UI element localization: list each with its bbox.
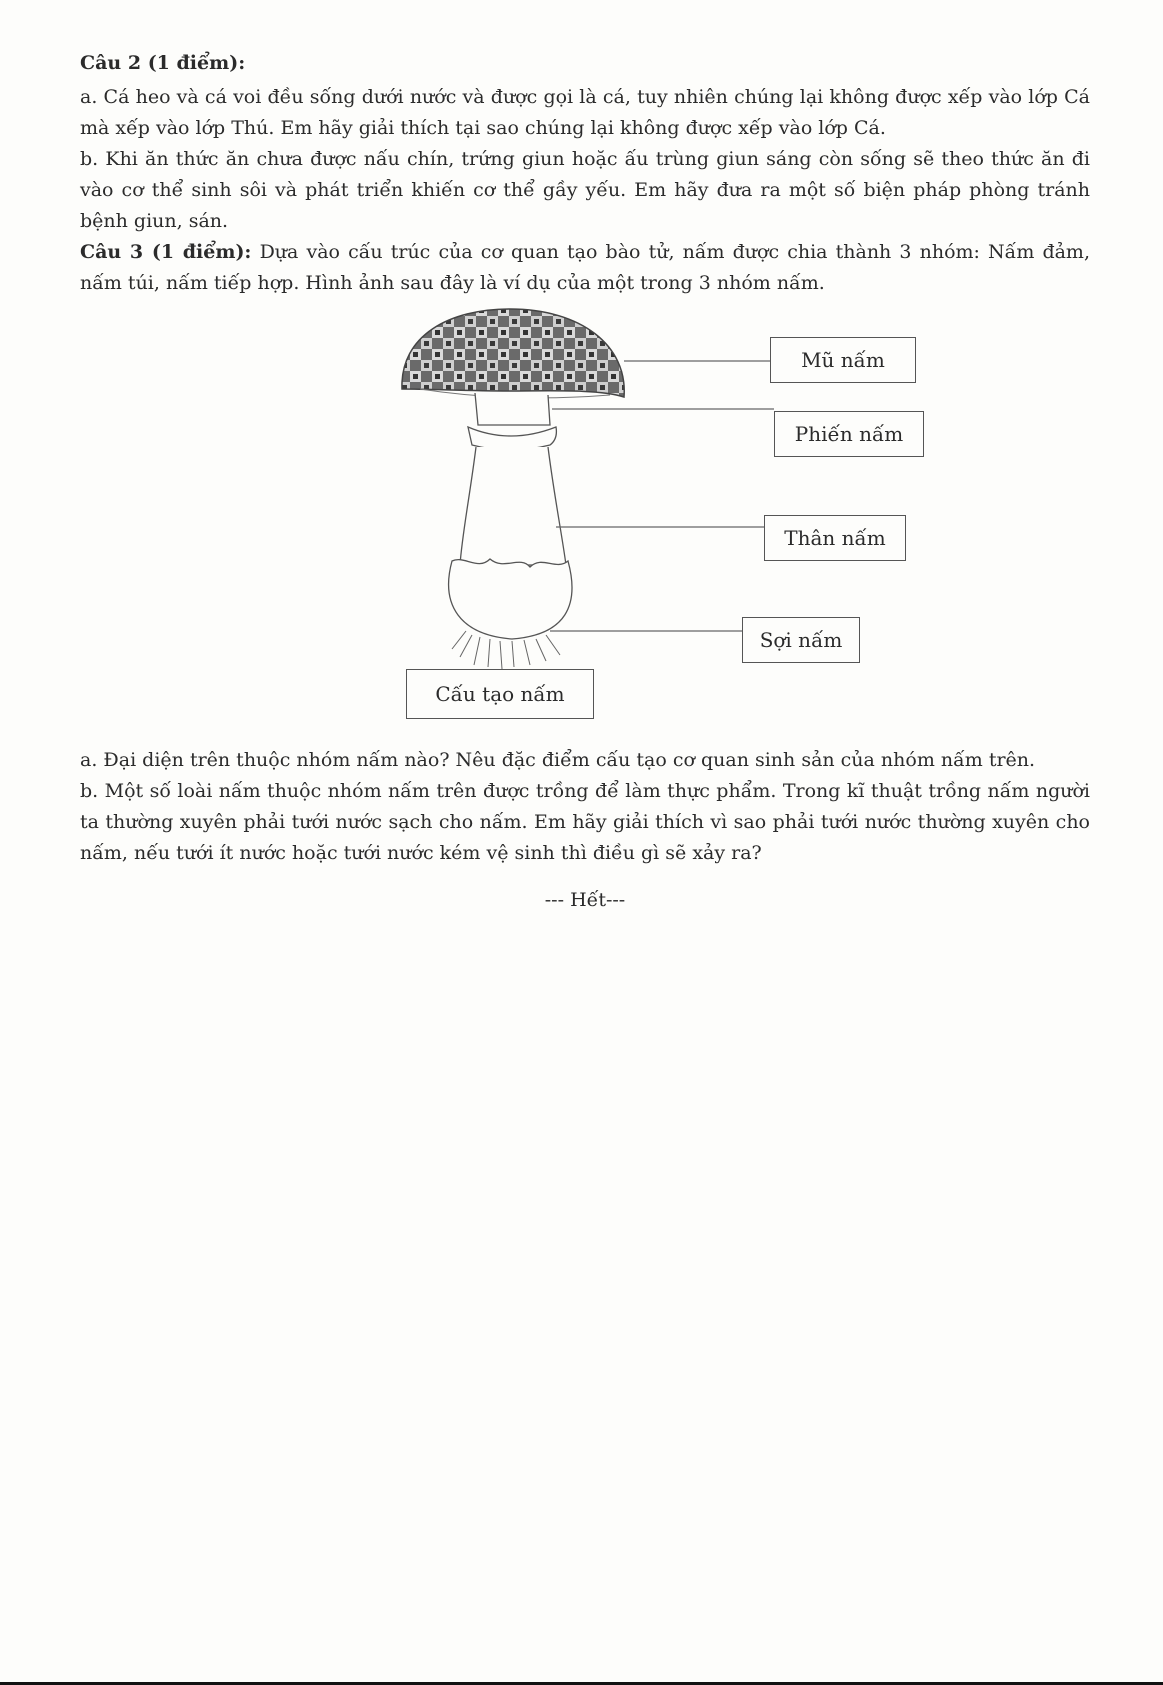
label-stem: Thân nấm	[764, 515, 906, 561]
question-3a: a. Đại diện trên thuộc nhóm nấm nào? Nêu đặc điểm cấu tạo cơ quan sinh sản của nhóm nấm trên.	[80, 749, 1036, 771]
question-3-intro	[80, 237, 1090, 299]
label-cap: Mũ nấm	[770, 337, 916, 383]
mushroom-figure	[80, 305, 1090, 745]
question-3-title: Câu 3 (1 điểm):	[80, 241, 252, 263]
question-2a: a. Cá heo và cá voi đều sống dưới nước và được gọi là cá, tuy nhiên chúng lại không được xếp vào lớp Cá mà xếp vào lớp Thú. Em hãy giải thích tại sao chúng lại không được xếp vào lớp Cá.	[80, 86, 1090, 139]
question-2b: b. Khi ăn thức ăn chưa được nấu chín, trứng giun hoặc ấu trùng giun sáng còn sống sẽ theo thức ăn đi vào cơ thể sinh sôi và phát triển khiến cơ thể gầy yếu. Em hãy đưa ra một số biện pháp phòng tránh bệnh giun, sán.	[80, 148, 1090, 232]
question-2-title: Câu 2 (1 điểm):	[80, 52, 246, 74]
end-marker: --- Hết---	[544, 889, 626, 911]
label-hyphae: Sợi nấm	[742, 617, 860, 663]
exam-page	[80, 48, 1090, 930]
question-3b: b. Một số loài nấm thuộc nhóm nấm trên được trồng để làm thực phẩm. Trong kĩ thuật trồng nấm người ta thường xuyên phải tưới nước sạch cho nấm. Em hãy giải thích vì sao phải tưới nước thường xuyên cho nấm, nếu tưới ít nước hoặc tưới nước kém vệ sinh thì điều gì sẽ xảy ra?	[80, 780, 1090, 864]
figure-caption: Cấu tạo nấm	[406, 669, 594, 719]
label-gills: Phiến nấm	[774, 411, 924, 457]
question-3-intro-text: Dựa vào cấu trúc của cơ quan tạo bào tử, nấm được chia thành 3 nhóm: Nấm đảm, nấm túi, nấm tiếp hợp. Hình ảnh sau đây là ví dụ của một trong 3 nhóm nấm.	[80, 241, 1090, 294]
